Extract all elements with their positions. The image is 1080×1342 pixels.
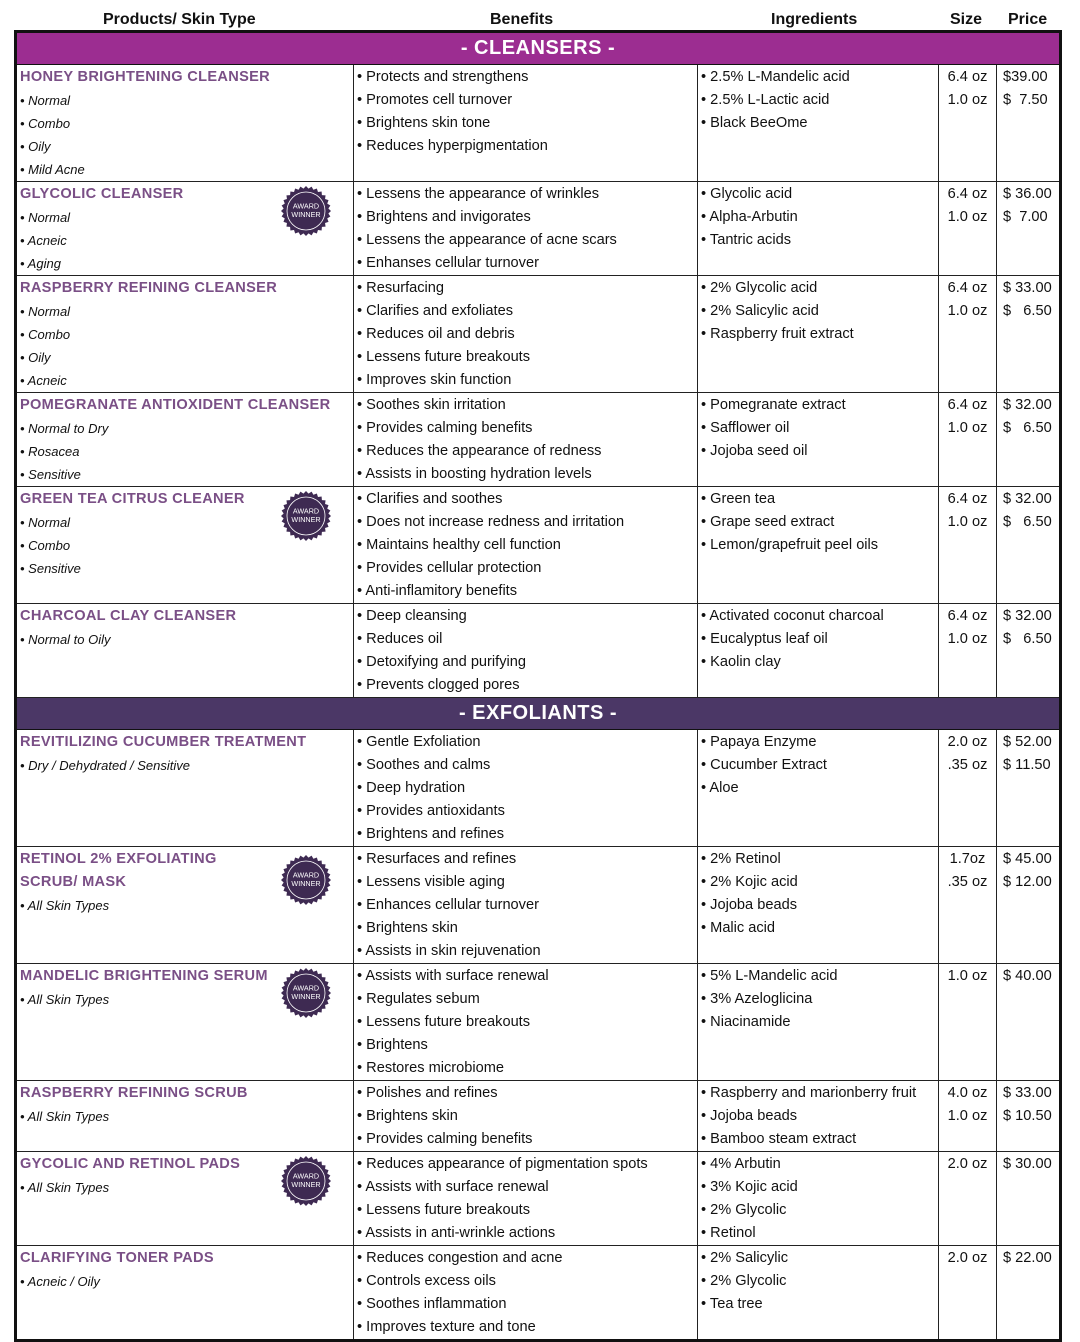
header-ingredients: Ingredients	[771, 11, 858, 28]
benefit-item: • Deep cleansing	[357, 608, 467, 624]
size-value: 1.0 oz	[947, 1108, 988, 1124]
product-cell	[17, 1081, 354, 1151]
price-value: $ 6.50	[1003, 514, 1052, 530]
ingredients-cell	[698, 276, 939, 392]
section-header-exfoliants: - EXFOLIANTS -	[17, 698, 1059, 730]
product-cell	[17, 487, 354, 603]
product-name: GYCOLIC AND RETINOL PADS	[20, 1156, 241, 1172]
benefits-cell	[354, 1081, 698, 1151]
size-value: 2.0 oz	[947, 734, 988, 750]
price-value: $ 10.50	[1003, 1108, 1052, 1124]
size-cell	[939, 487, 997, 603]
ingredient-item: • Retinol	[701, 1225, 756, 1241]
product-cell	[17, 964, 354, 1080]
benefits-cell	[354, 393, 698, 486]
ingredient-item: • Aloe	[701, 780, 739, 796]
product-cell	[17, 604, 354, 697]
size-cell	[939, 730, 997, 846]
price-value: $ 12.00	[1003, 874, 1052, 890]
benefits-cell	[354, 604, 698, 697]
benefit-item: • Lessens visible aging	[357, 874, 505, 890]
benefits-cell	[354, 276, 698, 392]
skin-type: • All Skin Types	[20, 992, 110, 1007]
ingredient-item: • 5% L-Mandelic acid	[701, 968, 838, 984]
size-value: 6.4 oz	[947, 186, 988, 202]
skin-type: • Acneic / Oily	[20, 1274, 100, 1289]
size-cell	[939, 393, 997, 486]
skin-type: • Sensitive	[20, 561, 81, 576]
skin-type: • Normal to Oily	[20, 632, 111, 647]
benefit-item: • Reduces appearance of pigmentation spots	[357, 1156, 648, 1172]
header-benefits: Benefits	[490, 11, 554, 28]
size-cell	[939, 182, 997, 275]
price-value: $ 30.00	[1003, 1156, 1052, 1172]
award-text: WINNER	[291, 515, 321, 524]
column-headers	[14, 8, 1062, 32]
price-cell	[997, 487, 1059, 603]
ingredient-item: • 2.5% L-Lactic acid	[701, 92, 830, 108]
size-value: 2.0 oz	[947, 1156, 988, 1172]
size-value: 6.4 oz	[947, 608, 988, 624]
ingredients-cell	[698, 964, 939, 1080]
ingredient-item: • Black BeeOme	[701, 115, 808, 131]
price-cell	[997, 1152, 1059, 1245]
award-text: AWARD	[292, 983, 320, 993]
benefit-item: • Assists in boosting hydration levels	[357, 466, 592, 482]
ingredient-item: • Jojoba beads	[701, 1108, 797, 1124]
ingredient-item: • Kaolin clay	[701, 654, 781, 670]
ingredient-item: • 2% Retinol	[701, 851, 781, 867]
size-value: 1.0 oz	[947, 631, 988, 647]
award-text: AWARD	[292, 506, 320, 516]
product-cell	[17, 276, 354, 392]
skin-type: • Acneic	[20, 373, 67, 388]
benefit-item: • Assists in skin rejuvenation	[357, 943, 541, 959]
price-value: $ 6.50	[1003, 631, 1052, 647]
price-value: $ 45.00	[1003, 851, 1052, 867]
benefit-item: • Restores microbiome	[357, 1060, 505, 1076]
benefit-item: • Provides calming benefits	[357, 420, 533, 436]
ingredients-cell	[698, 604, 939, 697]
skin-type: • Normal	[20, 304, 71, 319]
ingredients-cell	[698, 1081, 939, 1151]
award-text: AWARD	[292, 201, 320, 211]
product-name: GREEN TEA CITRUS CLEANER	[20, 491, 245, 507]
ingredient-item: • Tantric acids	[701, 232, 792, 248]
product-row	[17, 1081, 1059, 1152]
benefit-item: • Enhanses cellular turnover	[357, 255, 539, 271]
ingredient-item: • Grape seed extract	[701, 514, 835, 530]
price-cell	[997, 65, 1059, 181]
benefit-item: • Gentle Exfoliation	[357, 734, 481, 750]
price-value: $ 33.00	[1003, 280, 1052, 296]
ingredient-item: • Bamboo steam extract	[701, 1131, 857, 1147]
award-text: AWARD	[292, 1171, 320, 1181]
skin-type: • Normal	[20, 93, 71, 108]
product-row	[17, 65, 1059, 182]
skin-type: • All Skin Types	[20, 1109, 110, 1124]
benefits-cell	[354, 1152, 698, 1245]
ingredients-cell	[698, 182, 939, 275]
skin-type: • All Skin Types	[20, 1180, 110, 1195]
price-value: $ 52.00	[1003, 734, 1052, 750]
benefit-item: • Assists with surface renewal	[357, 968, 549, 984]
award-winner-badge-icon	[281, 491, 331, 541]
benefits-cell	[354, 964, 698, 1080]
ingredient-item: • 2.5% L-Mandelic acid	[701, 69, 850, 85]
price-value: $ 40.00	[1003, 968, 1052, 984]
award-text: WINNER	[291, 210, 321, 219]
ingredient-item: • Niacinamide	[701, 1014, 791, 1030]
product-name: SCRUB/ MASK	[20, 874, 127, 890]
award-winner-badge-icon	[281, 186, 331, 236]
size-cell	[939, 847, 997, 963]
skin-type: • All Skin Types	[20, 898, 110, 913]
ingredient-item: • Green tea	[701, 491, 776, 507]
award-winner-badge-icon	[281, 968, 331, 1018]
skin-type: • Normal	[20, 515, 71, 530]
size-cell	[939, 1246, 997, 1339]
benefit-item: • Reduces the appearance of redness	[357, 443, 602, 459]
ingredient-item: • Raspberry fruit extract	[701, 326, 854, 342]
size-value: 1.0 oz	[947, 209, 988, 225]
price-value: $ 22.00	[1003, 1250, 1052, 1266]
ingredients-cell	[698, 393, 939, 486]
product-name: REVITILIZING CUCUMBER TREATMENT	[20, 734, 307, 750]
benefit-item: • Provides antioxidants	[357, 803, 505, 819]
price-value: $ 6.50	[1003, 303, 1052, 319]
product-row	[17, 847, 1059, 964]
skin-type: • Oily	[20, 350, 51, 365]
ingredient-item: • 3% Azeloglicina	[701, 991, 813, 1007]
size-cell	[939, 1081, 997, 1151]
price-cell	[997, 964, 1059, 1080]
award-text: WINNER	[291, 1180, 321, 1189]
ingredient-item: • Pomegranate extract	[701, 397, 846, 413]
price-value: $ 32.00	[1003, 608, 1052, 624]
product-name: CHARCOAL CLAY CLEANSER	[20, 608, 237, 624]
price-value: $39.00	[1003, 69, 1048, 85]
price-cell	[997, 730, 1059, 846]
size-value: 1.0 oz	[947, 92, 988, 108]
size-value: 6.4 oz	[947, 69, 988, 85]
ingredients-cell	[698, 1246, 939, 1339]
product-row	[17, 964, 1059, 1081]
benefit-item: • Lessens the appearance of acne scars	[357, 232, 617, 248]
benefits-cell	[354, 1246, 698, 1339]
benefits-cell	[354, 487, 698, 603]
section-header-cleansers: - CLEANSERS -	[17, 33, 1059, 65]
product-cell	[17, 847, 354, 963]
benefit-item: • Brightens and refines	[357, 826, 505, 842]
benefits-cell	[354, 847, 698, 963]
benefit-item: • Soothes skin irritation	[357, 397, 506, 413]
benefit-item: • Controls excess oils	[357, 1273, 496, 1289]
product-cell	[17, 1246, 354, 1339]
price-value: $ 11.50	[1003, 757, 1051, 773]
product-row	[17, 730, 1059, 847]
product-cell	[17, 65, 354, 181]
ingredient-item: • Lemon/grapefruit peel oils	[701, 537, 879, 553]
price-value: $ 32.00	[1003, 397, 1052, 413]
product-name: CLARIFYING TONER PADS	[20, 1250, 214, 1266]
benefit-item: • Reduces oil and debris	[357, 326, 515, 342]
size-value: 6.4 oz	[947, 280, 988, 296]
benefit-item: • Lessens the appearance of wrinkles	[357, 186, 599, 202]
ingredient-item: • Glycolic acid	[701, 186, 793, 202]
benefit-item: • Assists in anti-wrinkle actions	[357, 1225, 556, 1241]
price-cell	[997, 182, 1059, 275]
benefits-cell	[354, 182, 698, 275]
product-name: RETINOL 2% EXFOLIATING	[20, 851, 217, 867]
product-cell	[17, 1152, 354, 1245]
size-value: 6.4 oz	[947, 397, 988, 413]
product-name: MANDELIC BRIGHTENING SERUM	[20, 968, 268, 984]
product-name: GLYCOLIC CLEANSER	[20, 186, 184, 202]
price-cell	[997, 393, 1059, 486]
benefit-item: • Maintains healthy cell function	[357, 537, 561, 553]
size-value: 1.0 oz	[947, 968, 988, 984]
benefit-item: • Regulates sebum	[357, 991, 480, 1007]
size-cell	[939, 604, 997, 697]
price-value: $ 36.00	[1003, 186, 1052, 202]
ingredient-item: • 2% Salicylic acid	[701, 303, 819, 319]
benefit-item: • Detoxifying and purifying	[357, 654, 526, 670]
benefit-item: • Reduces oil	[357, 631, 443, 647]
benefit-item: • Improves texture and tone	[357, 1319, 536, 1335]
benefit-item: • Soothes and calms	[357, 757, 491, 773]
size-cell	[939, 1152, 997, 1245]
benefit-item: • Resurfaces and refines	[357, 851, 517, 867]
product-cell	[17, 182, 354, 275]
benefit-item: • Lessens future breakouts	[357, 349, 531, 365]
benefit-item: • Improves skin function	[357, 372, 512, 388]
benefit-item: • Lessens future breakouts	[357, 1014, 531, 1030]
ingredient-item: • Eucalyptus leaf oil	[701, 631, 828, 647]
ingredient-item: • Jojoba seed oil	[701, 443, 808, 459]
skin-type: • Mild Acne	[20, 162, 85, 177]
ingredient-item: • 3% Kojic acid	[701, 1179, 798, 1195]
skin-type: • Normal to Dry	[20, 421, 109, 436]
size-value: 2.0 oz	[947, 1250, 988, 1266]
size-value: 1.0 oz	[947, 303, 988, 319]
size-cell	[939, 964, 997, 1080]
ingredient-item: • Papaya Enzyme	[701, 734, 817, 750]
ingredient-item: • 2% Kojic acid	[701, 874, 798, 890]
product-row	[17, 487, 1059, 604]
size-value: .35 oz	[947, 874, 988, 890]
skin-type: • Combo	[20, 327, 71, 342]
benefit-item: • Brightens skin tone	[357, 115, 491, 131]
product-row	[17, 604, 1059, 698]
skin-type: • Rosacea	[20, 444, 80, 459]
ingredient-item: • 2% Glycolic	[701, 1273, 787, 1289]
benefit-item: • Brightens and invigorates	[357, 209, 531, 225]
benefit-item: • Provides cellular protection	[357, 560, 542, 576]
skin-type: • Oily	[20, 139, 51, 154]
product-table	[14, 30, 1062, 1342]
ingredient-item: • Alpha-Arbutin	[701, 209, 798, 225]
award-winner-badge-icon	[281, 855, 331, 905]
size-value: 6.4 oz	[947, 491, 988, 507]
benefit-item: • Reduces congestion and acne	[357, 1250, 563, 1266]
award-text: WINNER	[291, 992, 321, 1001]
size-value: 1.7oz	[949, 851, 986, 867]
benefit-item: • Prevents clogged pores	[357, 677, 520, 693]
benefit-item: • Assists with surface renewal	[357, 1179, 549, 1195]
price-value: $ 7.00	[1003, 209, 1048, 225]
product-cell	[17, 730, 354, 846]
size-value: 4.0 oz	[947, 1085, 988, 1101]
benefits-cell	[354, 65, 698, 181]
ingredients-cell	[698, 847, 939, 963]
ingredient-item: • Activated coconut charcoal	[701, 608, 884, 624]
product-name: HONEY BRIGHTENING CLEANSER	[20, 69, 270, 85]
price-cell	[997, 276, 1059, 392]
skin-type: • Combo	[20, 538, 71, 553]
ingredient-item: • Raspberry and marionberry fruit	[701, 1085, 917, 1101]
price-cell	[997, 847, 1059, 963]
ingredient-item: • Jojoba beads	[701, 897, 797, 913]
product-row	[17, 1246, 1059, 1339]
ingredient-item: • Safflower oil	[701, 420, 790, 436]
product-name: RASPBERRY REFINING CLEANSER	[20, 280, 278, 296]
benefit-item: • Brightens	[357, 1037, 428, 1053]
price-cell	[997, 1081, 1059, 1151]
skin-type: • Acneic	[20, 233, 67, 248]
product-cell	[17, 393, 354, 486]
product-row	[17, 182, 1059, 276]
benefit-item: • Resurfacing	[357, 280, 445, 296]
size-value: 1.0 oz	[947, 420, 988, 436]
header-products: Products/ Skin Type	[103, 11, 256, 28]
price-value: $ 6.50	[1003, 420, 1052, 436]
ingredient-item: • Cucumber Extract	[701, 757, 827, 773]
benefit-item: • Brightens skin	[357, 1108, 458, 1124]
size-cell	[939, 276, 997, 392]
product-row	[17, 276, 1059, 393]
ingredients-cell	[698, 487, 939, 603]
ingredient-item: • 2% Glycolic acid	[701, 280, 818, 296]
price-value: $ 7.50	[1003, 92, 1048, 108]
price-value: $ 33.00	[1003, 1085, 1052, 1101]
header-size: Size	[950, 11, 983, 28]
benefit-item: • Lessens future breakouts	[357, 1202, 531, 1218]
ingredient-item: • Tea tree	[701, 1296, 763, 1312]
benefit-item: • Clarifies and exfoliates	[357, 303, 513, 319]
benefit-item: • Reduces hyperpigmentation	[357, 138, 548, 154]
ingredient-item: • 2% Salicylic	[701, 1250, 789, 1266]
size-value: 1.0 oz	[947, 514, 988, 530]
product-row	[17, 393, 1059, 487]
benefit-item: • Deep hydration	[357, 780, 466, 796]
award-winner-badge-icon	[281, 1156, 331, 1206]
benefit-item: • Clarifies and soothes	[357, 491, 503, 507]
ingredients-cell	[698, 65, 939, 181]
ingredients-cell	[698, 730, 939, 846]
ingredient-item: • Malic acid	[701, 920, 776, 936]
benefit-item: • Anti-inflamitory benefits	[357, 583, 518, 599]
skin-type: • Combo	[20, 116, 71, 131]
benefit-item: • Soothes inflammation	[357, 1296, 507, 1312]
skin-type: • Sensitive	[20, 467, 81, 482]
benefit-item: • Brightens skin	[357, 920, 458, 936]
price-cell	[997, 604, 1059, 697]
skin-type: • Normal	[20, 210, 71, 225]
benefit-item: • Enhances cellular turnover	[357, 897, 539, 913]
award-text: WINNER	[291, 879, 321, 888]
benefit-item: • Does not increase redness and irritation	[357, 514, 625, 530]
skin-type: • Dry / Dehydrated / Sensitive	[20, 758, 191, 773]
product-name: RASPBERRY REFINING SCRUB	[20, 1085, 248, 1101]
benefit-item: • Provides calming benefits	[357, 1131, 533, 1147]
ingredient-item: • 4% Arbutin	[701, 1156, 781, 1172]
ingredient-item: • 2% Glycolic	[701, 1202, 787, 1218]
ingredients-cell	[698, 1152, 939, 1245]
benefit-item: • Protects and strengthens	[357, 69, 529, 85]
size-cell	[939, 65, 997, 181]
benefit-item: • Polishes and refines	[357, 1085, 498, 1101]
price-cell	[997, 1246, 1059, 1339]
skin-type: • Aging	[20, 256, 61, 271]
award-text: AWARD	[292, 870, 320, 880]
header-price: Price	[1008, 11, 1048, 28]
product-row	[17, 1152, 1059, 1246]
price-value: $ 32.00	[1003, 491, 1052, 507]
product-name: POMEGRANATE ANTIOXIDENT CLEANSER	[20, 397, 331, 413]
size-value: .35 oz	[947, 757, 988, 773]
benefits-cell	[354, 730, 698, 846]
benefit-item: • Promotes cell turnover	[357, 92, 513, 108]
